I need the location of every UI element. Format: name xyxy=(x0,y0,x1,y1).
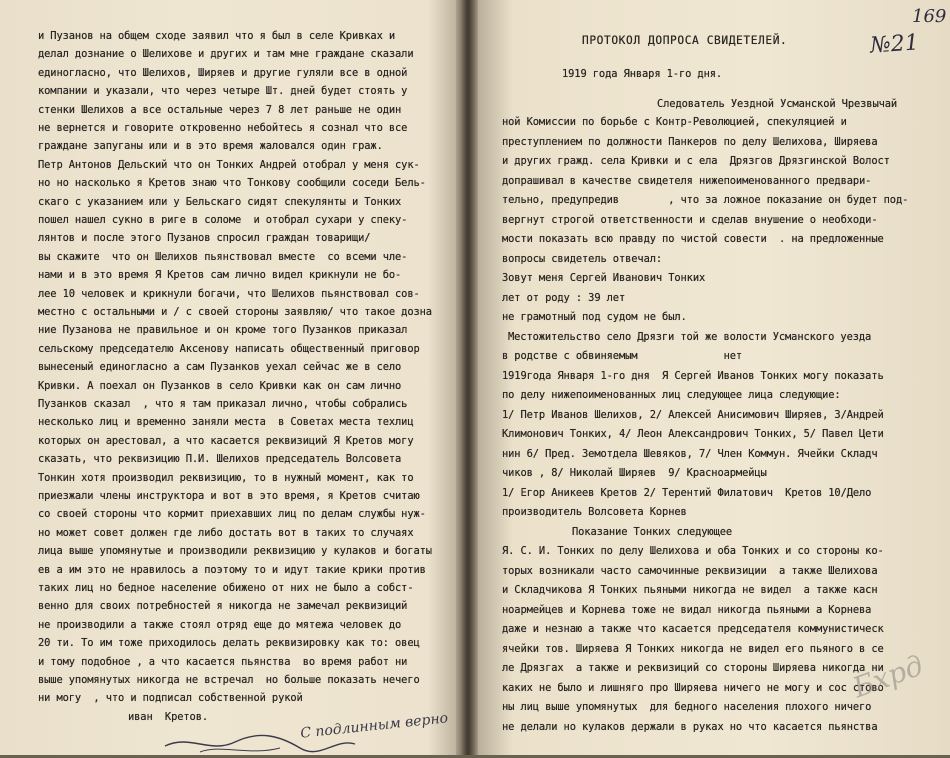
text-line: не производили а также стоял отряд еще до мятежа человек до xyxy=(38,618,402,631)
text-line: чиков , 8/ Николай Ширяев 9/ Красноармейцы xyxy=(502,467,767,479)
text-line: вопросы свидетель отвечал: xyxy=(502,252,663,265)
text-line: венно для своих потребностей я никогда не замечал реквизиций xyxy=(38,600,408,613)
text-line: ноармейцев и Корнева тоже не видал никогда пьяными а Корнева xyxy=(502,603,872,616)
text-line: Я. С. И. Тонких по делу Шелихова и оба Тонких и со стороны ко- xyxy=(502,545,884,557)
signature-mark xyxy=(160,728,360,758)
text-line: и Пузанов на общем сходе заявил что я был в селе Кривках и xyxy=(38,30,396,42)
text-line: лет от роду : 39 лет xyxy=(502,291,626,304)
text-line: преступлением по должности Панкеров по делу Шелихова, Ширяева xyxy=(502,135,878,148)
text-line: приезжали члены инструктора и вот в это время, я Кретов считаю xyxy=(38,490,420,502)
text-line: не грамотный под судом не был. xyxy=(502,311,687,323)
text-line: Следователь Уездной Усманской Чрезвычай xyxy=(657,98,898,110)
text-line: но может совет должен где либо достать вот в таких то случаях xyxy=(38,526,414,539)
text-line: выше упомянутых никогда не встречал но больше показать нечего xyxy=(38,674,420,686)
text-line: вы скажите что он Шелихов пьянствовал вместе со всеми чле- xyxy=(38,250,408,263)
text-line: ной Комиссии по борьбе с Контр-Революцией, спекуляцией и xyxy=(502,116,847,128)
text-line: производитель Волсовета Корнев xyxy=(502,506,687,518)
text-line: Климонович Тонких, 4/ Леон Александрович Тонких, 5/ Павел Цети xyxy=(502,428,884,440)
text-line: допрашивал в качестве свидетеля нижепоименованного предвари- xyxy=(502,174,872,187)
text-line: и Складчикова Я Тонких пьяными никогда не видел а также касн xyxy=(502,584,878,596)
text-line: мости показать всю правду по чистой совести . на предложенные xyxy=(502,233,884,245)
text-line: лица выше упомянутые и производили реквизицию у кулаков и богаты xyxy=(38,545,432,558)
text-line: 1/ Егор Аникеев Кретов 2/ Терентий Филатович Кретов 10/Дело xyxy=(502,486,872,499)
text-line: 1919года Января 1-го дня Я Сергей Иванов Тонких могу показать xyxy=(502,369,884,382)
text-line: со своей стороны что кормит приехавших лиц по делам службы нуж- xyxy=(38,508,426,521)
text-line: тельно, предупредив , что за ложное показание он будет под- xyxy=(502,194,909,206)
text-line: таких лиц но бедное население обижено от них не было а собст- xyxy=(38,582,414,594)
text-line: сказать, что реквизицию П.И. Шелихов председатель Волсовета xyxy=(38,453,402,466)
text-line: пошел нашел сукно в риге в соломе и отобрал сухари у спеку- xyxy=(38,214,408,226)
text-line: Петр Антонов Дельский что он Тонких Андрей отобрал у меня сук- xyxy=(38,158,420,171)
text-line: 1919 года Января 1-го дня. xyxy=(562,68,723,80)
text-line: 1/ Петр Иванов Шелихов, 2/ Алексей Анисимович Ширяев, 3/Андрей xyxy=(502,408,884,421)
text-line: Тонкин хотя производил реквизицию, то в нужный момент, как то xyxy=(38,471,414,484)
text-line: даже и незнаю а также что касается председателя коммунистическ xyxy=(502,623,884,635)
archive-corner-mark: №21 xyxy=(869,30,920,59)
text-line: торых возникали часто самочинные реквизиции а также Шелихова xyxy=(502,564,878,577)
text-line: и других гражд. села Кривки и с ела Дрязгов Дрязгинской Волост xyxy=(502,155,890,167)
text-line: Зовут меня Сергей Иванович Тонких xyxy=(502,272,706,284)
text-line: Показание Тонких следующее xyxy=(572,525,733,538)
text-line: скаго с указанием или у Бельскаго сидят спекулянты и Тонких xyxy=(38,195,402,208)
text-line: ПРОТОКОЛ ДОПРОСА СВИДЕТЕЛЕЙ. xyxy=(582,34,788,47)
text-line: но но насколько я Кретов знаю что Тонкову сообщили соседи Бель- xyxy=(38,177,426,190)
text-line: Местожительство село Дрязги той же волости Усманского уезда xyxy=(508,330,872,343)
text-line: 20 ти. То им тоже приходилось делать реквизировку как то: овец xyxy=(38,637,420,650)
text-line: вынесеный единогласно а сам Пузанков уехал сейчас же в село xyxy=(38,361,402,374)
text-line: по делу нижепоименованных лиц следующее лица следующие: xyxy=(502,389,841,401)
text-line: ле Дрязгах а также и реквизиций со стороны Ширяева никогда ни xyxy=(502,662,884,674)
text-line: не вернется и говорите откровенно небойтесь я сознал что все xyxy=(38,122,408,134)
text-line: ни могу , что и подписал собственной рукой xyxy=(38,692,303,705)
text-line: делал дознание о Шелихове и других и там мне граждане сказали xyxy=(38,48,414,61)
text-line: местно с остальными и / с своей стороны заявляю/ что такое дозна xyxy=(38,306,432,318)
text-line: вергнут строгой ответственности и сделав внушение о необходи- xyxy=(502,213,878,226)
text-line: граждане запуганы или и в это время жаловался один граж. xyxy=(38,140,383,153)
text-line: Пузанков сказал , что я там приказал лично, чтобы собрались xyxy=(38,398,408,410)
text-line: ячейки тов. Ширяева Я Тонких никогда не видел его пьяного в се xyxy=(502,642,884,655)
text-line: ев а им это не нравилось а поэтому то и идут такие крики против xyxy=(38,563,426,576)
text-line: нами и в это время Я Кретов сам лично видел крикнули не бо- xyxy=(38,269,402,282)
text-line: компании и указали, что через четыре Шт. дней будет стоять у xyxy=(38,85,408,98)
text-line: ние Пузанова не правильное и он кроме того Пузанков приказал xyxy=(38,324,408,337)
text-line: ны лиц выше упомянутых для бедного населения плохого ничего xyxy=(502,701,872,713)
text-line: лянтов и после этого Пузанов спросил граждан товарищи/ xyxy=(38,232,371,245)
faded-stamp-watermark: Бхрд xyxy=(848,648,928,705)
text-line: не делали но кулаков держали в руках но что касается пьянства xyxy=(502,720,878,733)
right-page xyxy=(472,0,950,755)
text-line: нин 6/ Пред. Земотдела Шевяков, 7/ Член Коммун. Ячейки Складч xyxy=(502,447,878,460)
handwritten-certification: С подлинным верно xyxy=(299,710,449,742)
text-line: единогласно, что Шелихов, Ширяев и другие гуляли все в одной xyxy=(38,66,408,79)
text-line: каких не было и лишняго про Ширяева ничего не могу и сос стово xyxy=(502,681,884,694)
text-line: лее 10 человек и крикнули богачи, что Шелихов пьянствовал сов- xyxy=(38,287,420,300)
text-line: иван Кретов. xyxy=(128,710,209,723)
text-line: сельскому председателю Аксенову написать общественный приговор xyxy=(38,342,420,355)
text-line: которых он арестовал, а что касается реквизиций Я Кретов могу xyxy=(38,434,414,447)
left-page xyxy=(0,0,462,755)
text-line: Кривки. А поехал он Пузанков в село Кривки как он сам лично xyxy=(38,379,402,392)
page-number: 169 xyxy=(912,6,947,27)
text-line: стенки Шелихов а все остальные через 7 8 лет раньше не один xyxy=(38,103,402,116)
text-line: и тому подобное , а что касается пьянства во время работ ни xyxy=(38,655,408,668)
text-line: в родстве с обвиняемым нет xyxy=(502,350,743,362)
text-line: несколько лиц и временно заняли места в Советах места техлиц xyxy=(38,416,414,429)
